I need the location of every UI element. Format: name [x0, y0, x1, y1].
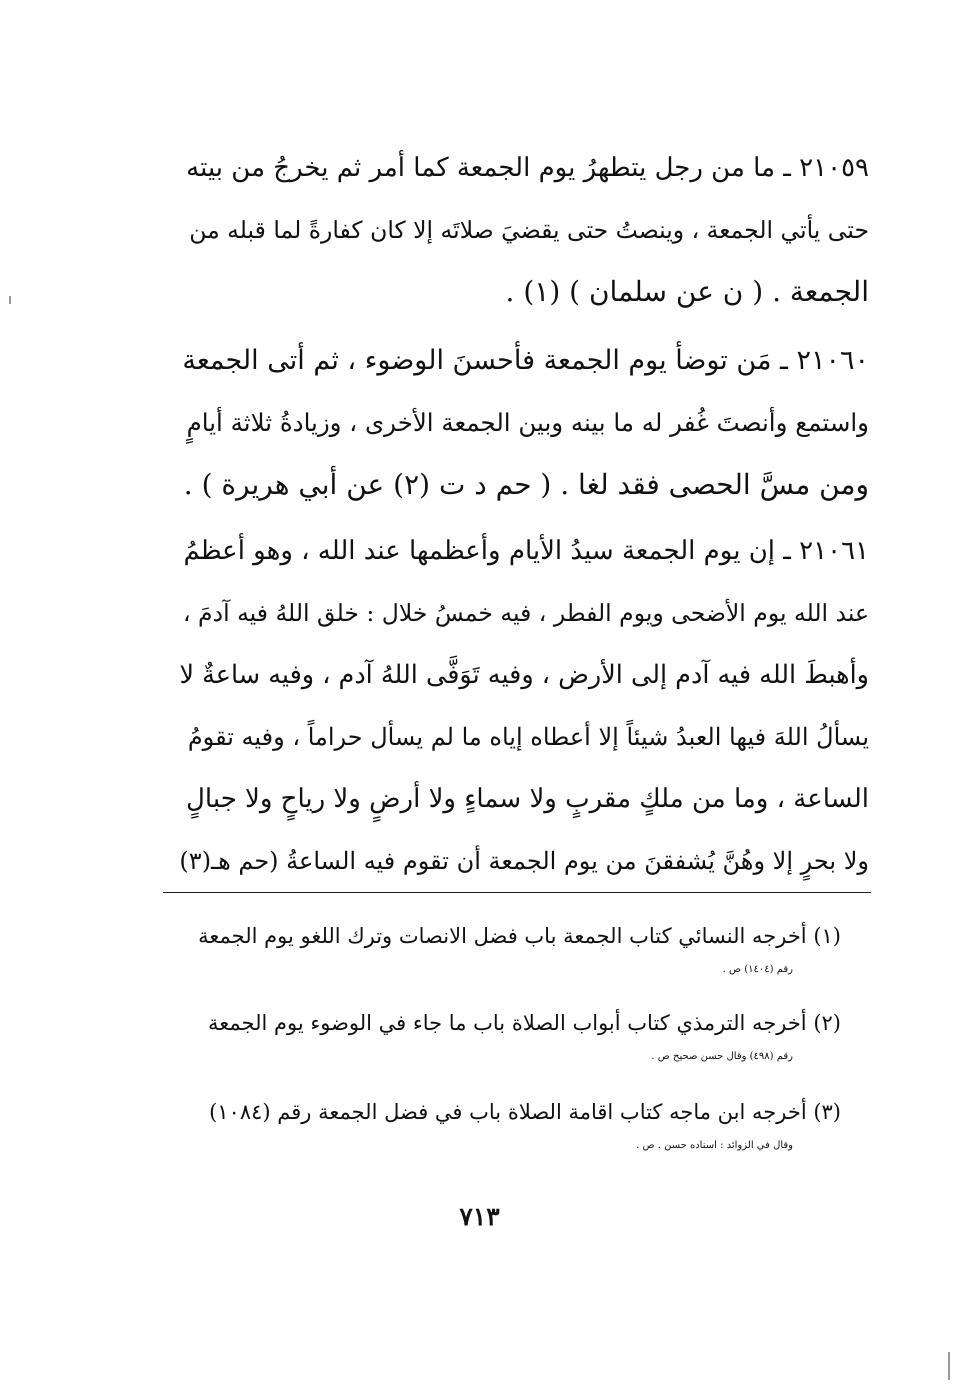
footnote-divider — [163, 892, 871, 893]
text-line: ٢١٠٥٩ ـ ما من رجل يتطهرُ يوم الجمعة كما أمر ثم يخرجُ من بيته — [186, 153, 869, 183]
hadith-21060 — [179, 330, 869, 516]
text-line: وأهبطَ الله فيه آدم إلى الأرض ، وفيه تَوَفَّى اللهُ آدم ، وفيه ساعةٌ لا — [179, 660, 869, 690]
text-line: عند الله يوم الأضحى ويوم الفطر ، فيه خمسُ خلال : خلق اللهُ فيه آدمَ ، — [183, 599, 869, 627]
hadith-21059 — [179, 137, 869, 323]
text-line: ٢١٠٦١ ـ إن يوم الجمعة سيدُ الأيام وأعظمها عند الله ، وهو أعظمُ — [183, 536, 869, 566]
footnote-line: وقال في الزوائد : اسناده حسن . ص . — [636, 1140, 793, 1151]
text-line: ولا بحرٍ إلا وهُنَّ يُشفقنَ من يوم الجمعة أن تقوم فيه الساعةُ (حم هـ(٣) — [179, 847, 869, 875]
footnote-line: رقم (٤٩٨) وقال حسن صحيح ص . — [651, 1051, 793, 1062]
text-line: يسألُ اللهَ فيها العبدُ شيئاً إلا أعطاه إياه ما لم يسأل حراماً ، وفيه تقومُ — [187, 723, 869, 751]
text-line: الساعة ، وما من ملكٍ مقربٍ ولا سماءٍ ولا أرضٍ ولا رياحٍ ولا جبالٍ — [186, 784, 869, 814]
footnote-2 — [159, 1007, 841, 1073]
footnote-line: (١) أخرجه النسائي كتاب الجمعة باب فضل الانصات وترك اللغو يوم الجمعة — [198, 924, 841, 948]
footnote-line: رقم (١٤٠٤) ص . — [722, 964, 793, 975]
footnote-1 — [159, 920, 841, 986]
text-line: واستمع وأنصتَ غُفر له ما بينه وبين الجمعة الأخرى ، وزيادةُ ثلاثة أيامٍ — [186, 408, 869, 437]
text-line: الجمعة . ( ن عن سلمان ) (١) . — [505, 275, 869, 308]
page-number: ٧١٣ — [459, 1202, 500, 1231]
footnote-3 — [159, 1096, 841, 1162]
footnote-line: (٣) أخرجه ابن ماجه كتاب اقامة الصلاة باب في فضل الجمعة رقم (١٠٨٤) — [209, 1100, 841, 1124]
hadith-21061 — [179, 520, 869, 892]
scan-artifact — [9, 296, 11, 304]
text-line: حتى يأتي الجمعة ، وينصتُ حتى يقضيَ صلاتَه إلا كان كفارةً لما قبله من — [189, 216, 869, 244]
text-line: ومن مسَّ الحصى فقد لغا . ( حم د ت (٢) عن أبي هريرة ) . — [183, 468, 869, 501]
text-line: ٢١٠٦٠ ـ مَن توضأ يوم الجمعة فأحسنَ الوضوء ، ثم أتى الجمعة — [182, 345, 869, 376]
scan-artifact — [948, 1352, 950, 1380]
footnote-line: (٢) أخرجه الترمذي كتاب أبواب الصلاة باب ما جاء في الوضوء يوم الجمعة — [207, 1011, 841, 1035]
